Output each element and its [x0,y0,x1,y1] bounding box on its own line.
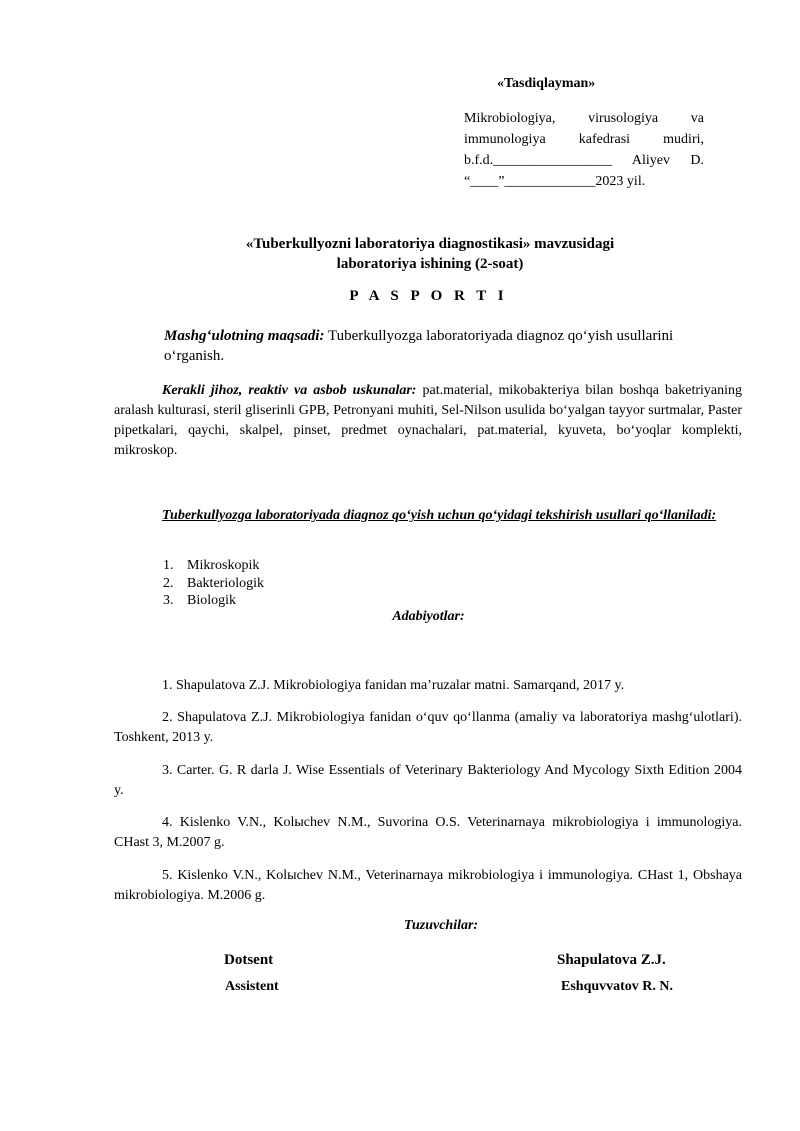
list-item [163,557,264,575]
topic-title [200,234,660,274]
list-text: Mikroskopik [187,558,260,573]
equipment-text: pat.material, mikobakteriya bilan boshqa baketriyaning aralash kulturasi, steril gliserinli GPB, Petronyani muhiti, Sel-Nilson usulida bo‘yalgan tayyor surtmalar, Paster pipetkalari, qaychi, skalpel, pinset, predmet oynachalari, pat.material, kyuveta, bo‘yoqlar komplekti, mikroskop. [114,383,742,458]
passport-title: P A S P O R T I [349,288,508,304]
list-item [163,575,264,593]
approval-title: «Tasdiqlayman» [497,76,596,91]
list-number: 1. [163,558,174,573]
goal-paragraph [164,326,684,366]
literature-item: 2. Shapulatova Z.J. Mikrobiologiya fanidan o‘quv qo‘llanma (amaliy va laboratoriya mashg‘ulotlari). Toshkent, 2013 y. [114,710,742,745]
author-name: Shapulatova Z.J. [557,952,666,968]
approval-line: “____”_____________2023 yil. [464,174,646,189]
author-name: Eshquvvatov R. N. [561,979,674,994]
goal-label: Mashg‘ulotning maqsadi: [164,328,325,344]
literature-item: 5. Kislenko V.N., Kolыchev N.M., Veterinarnaya mikrobiologiya i immunologiya. CHast 1, Obshaya mikrobiologiya. M.2006 g. [114,868,742,903]
topic-line: «Tuberkullyozni laboratoriya diagnostikasi» mavzusidagi [245,236,615,252]
goal-text: Tuberkullyozga laboratoriyada diagnoz qo‘yish usullarini o‘rganish. [164,328,674,364]
list-number: 2. [163,575,174,591]
list-text: Bakteriologik [187,575,264,591]
approval-block [464,108,704,192]
methods-heading: Tuberkullyozga laboratoriyada diagnoz qo‘yish uchun qo‘yidagi tekshirish usullari qo‘llaniladi: [162,508,717,523]
literature-item: 3. Carter. G. R darla J. Wise Essentials of Veterinary Bakteriology And Mycology Sixth Edition 2004 y. [114,763,742,798]
approval-line: b.f.d._________________ Aliyev D. [464,153,704,168]
literature-item: 4. Kislenko V.N., Kolыchev N.M., Suvorina O.S. Veterinarnaya mikrobiologiya i immunologiya. CHast 3, M.2007 g. [114,815,742,850]
list-number: 3. [163,593,174,608]
literature-heading: Adabiyotlar: [392,609,465,624]
approval-line: immunologiya kafedrasi mudiri, [464,132,704,147]
methods-list [163,557,264,610]
author-role: Assistent [225,979,279,994]
equipment-paragraph [114,381,742,461]
topic-line: laboratoriya ishining (2-soat) [336,256,524,272]
authors-heading: Tuzuvchilar: [403,918,479,933]
approval-line: Mikrobiologiya, virusologiya va [464,111,704,126]
list-item [163,592,264,610]
author-role: Dotsent [224,952,274,968]
list-text: Biologik [187,593,237,608]
literature-item: 1. Shapulatova Z.J. Mikrobiologiya fanidan ma’ruzalar matni. Samarqand, 2017 y. [162,678,625,693]
equipment-label: Kerakli jihoz, reaktiv va asbob uskunalar: [162,383,417,398]
